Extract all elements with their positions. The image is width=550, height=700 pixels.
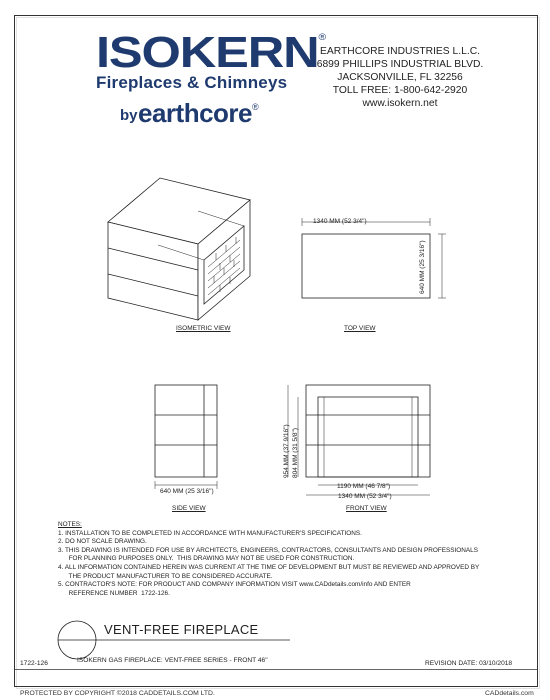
front-view-label: FRONT VIEW	[346, 505, 387, 512]
drawing-title: VENT-FREE FIREPLACE	[104, 622, 259, 637]
note-line: 4. ALL INFORMATION CONTAINED HEREIN WAS CURRENT AT THE TIME OF DEVELOPMENT BUT MUST BE REVIEWED AND APPROVED BY	[58, 563, 480, 571]
isokern-logo: ISOKERN®	[96, 28, 325, 77]
front-width-inner-dim: 1190 MM (46 7/8")	[337, 483, 391, 490]
notes-heading: NOTES:	[58, 521, 82, 528]
reference-number: 1722-126	[20, 660, 48, 667]
note-line: 3. THIS DRAWING IS INTENDED FOR USE BY ARCHITECTS, ENGINEERS, CONTRACTORS, CONSULTANTS AND DESIGN PROFESSIONALS	[58, 546, 478, 554]
note-line: 1. INSTALLATION TO BE COMPLETED IN ACCORDANCE WITH MANUFACTURER'S SPECIFICATIONS.	[58, 529, 362, 537]
logo-by: by	[120, 107, 138, 124]
notes-block	[58, 521, 479, 598]
note-line: 2. DO NOT SCALE DRAWING.	[58, 538, 147, 546]
note-line: FOR PLANNING PURPOSES ONLY. THIS DRAWING MAY NOT BE USED FOR CONSTRUCTION.	[58, 555, 355, 563]
side-depth-dim: 640 MM (25 3/16")	[160, 488, 214, 495]
company-phone: TOLL FREE: 1-800-642-2920	[332, 85, 468, 96]
top-width-dim: 1340 MM (52 3/4")	[313, 218, 367, 225]
top-view-label: TOP VIEW	[344, 325, 376, 332]
company-web: www.isokern.net	[362, 98, 438, 109]
company-street: 6899 PHILLIPS INDUSTRIAL BLVD.	[316, 59, 484, 70]
earthcore-logo: earthcore®	[138, 98, 259, 128]
note-line: THE PRODUCT MANUFACTURER TO BE CONSIDERED ACCURATE.	[58, 572, 273, 580]
company-name: EARTHCORE INDUSTRIES L.L.C.	[319, 46, 480, 57]
isometric-drawing	[100, 170, 260, 330]
front-width-outer-dim: 1340 MM (52 3/4")	[338, 493, 392, 500]
caddetails-link[interactable]: CADdetails.com	[485, 690, 534, 697]
top-view-drawing	[290, 210, 470, 310]
front-height-outer-dim: 954 MM (37 9/16")	[283, 424, 290, 478]
company-city: JACKSONVILLE, FL 32256	[337, 72, 463, 83]
drawing-subtitle: ISOKERN GAS FIREPLACE: VENT-FREE SERIES - FRONT 46"	[77, 657, 268, 664]
top-depth-dim: 640 MM (25 3/16")	[419, 240, 426, 294]
side-view-label: SIDE VIEW	[172, 505, 206, 512]
revision-date: REVISION DATE: 03/10/2018	[425, 660, 513, 667]
side-view-drawing	[140, 375, 230, 495]
copyright-text: PROTECTED BY COPYRIGHT ©2018 CADDETAILS.COM LTD.	[20, 690, 215, 697]
note-line: 5. CONTRACTOR'S NOTE: FOR PRODUCT AND COMPANY INFORMATION VISIT www.CADdetails.com/info AND ENTER	[58, 581, 411, 589]
front-height-inner-dim: 804 MM (31 5/8")	[292, 428, 299, 478]
logo-tagline: Fireplaces & Chimneys	[96, 73, 288, 92]
note-line: REFERENCE NUMBER 1722-126.	[58, 589, 170, 597]
isometric-view-label: ISOMETRIC VIEW	[176, 325, 231, 332]
